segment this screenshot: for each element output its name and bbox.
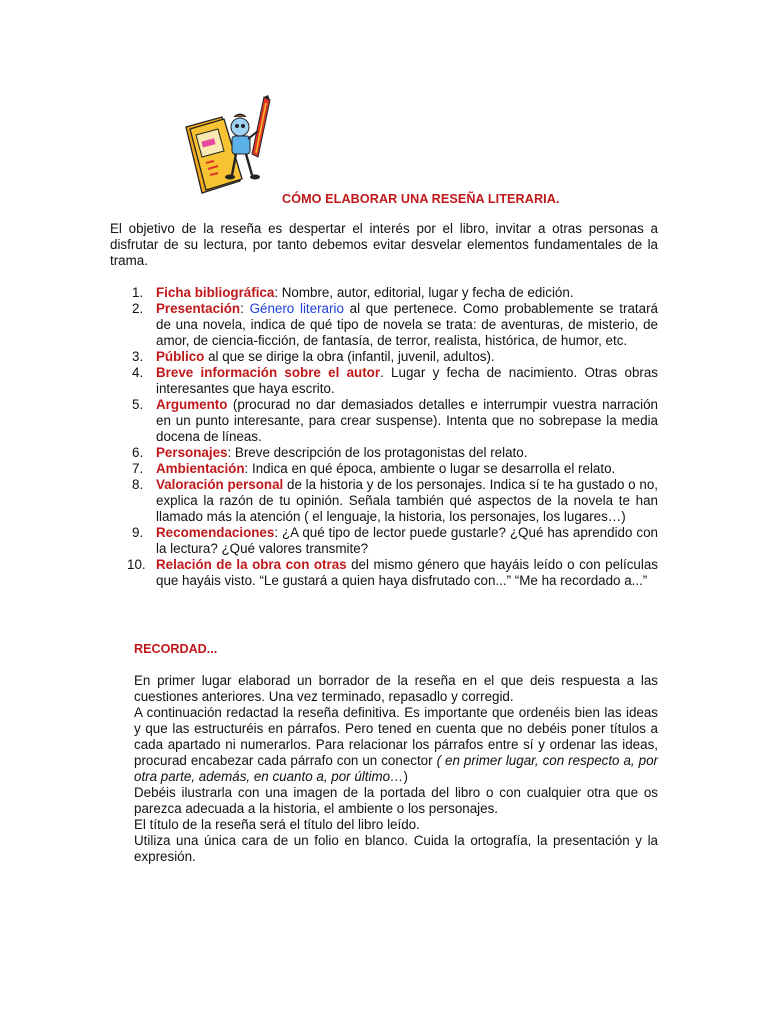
tip-paragraph: El título de la reseña será el título del libro leído. [134, 817, 420, 832]
item-text: . Lugar y fecha de nacimiento. Otras obras interesantes que haya escrito. [156, 365, 658, 396]
tip-text: ) [403, 769, 408, 784]
item-term: Recomendaciones [156, 525, 275, 540]
item-text: al que pertenece. Como probablemente se tratará de una novela, indica de qué tipo de novela se trata: de aventuras, de misterio, de amor, de ciencia-ficción, de fantasía, de terror, realista, histórica, de humor, etc. [156, 301, 658, 348]
list-item [110, 557, 658, 589]
genero-literario-link[interactable]: Género literario [249, 301, 344, 316]
item-term: Presentación [156, 301, 241, 316]
item-number: 7. [132, 461, 144, 476]
list-item [110, 397, 658, 445]
item-number: 4. [132, 365, 144, 380]
item-number: 8. [132, 477, 144, 492]
item-term: Valoración personal [156, 477, 284, 492]
item-text: del mismo género que hayáis leído o con películas que hayáis visto. “Le gustará a quien haya disfrutado con...” “Me ha recordado a...” [156, 557, 658, 588]
item-number: 3. [132, 349, 144, 364]
tip-paragraph: Utiliza una única cara de un folio en blanco. Cuida la ortografía, la presentación y la expresión. [134, 833, 658, 864]
item-text: al que se dirige la obra (infantil, juvenil, adultos). [204, 349, 495, 364]
recordad-section [134, 673, 658, 865]
item-separator: : [240, 301, 250, 316]
item-term: Personajes [156, 445, 228, 460]
item-number: 5. [132, 397, 144, 412]
item-text: de la historia y de los personajes. Indica sí te ha gustado o no, explica la razón de tu opinión. Señala también qué aspectos de la novela te han llamado más la atención ( el lenguaje, la historia, los personajes, los lugares…) [156, 477, 658, 524]
list-item [110, 461, 658, 477]
item-text: : ¿A qué tipo de lector puede gustarle? ¿Qué has aprendido con la lectura? ¿Qué valores transmite? [156, 525, 658, 556]
list-item [110, 445, 658, 461]
recordad-heading: RECORDAD... [134, 642, 218, 656]
page-title: CÓMO ELABORAR UNA RESEÑA LITERARIA. [282, 192, 560, 206]
tip-paragraph [134, 705, 658, 785]
list-item [110, 365, 658, 397]
item-term: Breve información sobre el autor [156, 365, 381, 380]
tip-paragraph: En primer lugar elaborad un borrador de la reseña en el que deis respuesta a las cuestiones anteriores. Una vez terminado, repasadlo y corregid. [134, 673, 658, 704]
tip-paragraph: Debéis ilustrarla con una imagen de la portada del libro o con cualquier otra que os parezca adecuada a la historia, el ambiente o los personajes. [134, 785, 658, 816]
item-term: Ambientación [156, 461, 245, 476]
list-item [110, 285, 658, 301]
item-number: 2. [132, 301, 144, 316]
item-text: (procurad no dar demasiados detalles e interrumpir vuestra narración en un punto interesante, para crear suspense). Intenta que no sobrepase la media docena de líneas. [156, 397, 658, 444]
connectors-examples: ( en primer lugar, con respecto a, por otra parte, además, en cuanto a, por último… [134, 753, 658, 784]
list-item [110, 477, 658, 525]
book-character-icon [178, 95, 288, 195]
intro-paragraph: El objetivo de la reseña es despertar el interés por el libro, invitar a otras personas a disfrutar de su lectura, por tanto debemos evitar desvelar elementos fundamentales de la trama. [110, 221, 658, 268]
item-term: Público [156, 349, 205, 364]
tip-text: A continuación redactad la reseña definitiva. Es importante que ordenéis bien las ideas y que las estructuréis en párrafos. Pero tened en cuenta que no debéis poner títulos a cada apartado ni numerarlos. Para relacionar los párrafos entre sí y ordenar las ideas, procurad encabezar cada párrafo con un conector [134, 705, 658, 768]
list-item [110, 301, 658, 349]
review-sections-list [110, 285, 658, 589]
item-number: 9. [132, 525, 144, 540]
list-item [110, 525, 658, 557]
item-number: 6. [132, 445, 144, 460]
item-number: 1. [132, 285, 144, 300]
item-term: Argumento [156, 397, 228, 412]
item-term: Relación de la obra con otras [156, 557, 347, 572]
item-text: : Indica en qué época, ambiente o lugar se desarrolla el relato. [244, 461, 616, 476]
item-number: 10. [127, 557, 146, 572]
list-item [110, 349, 658, 365]
item-text: : Breve descripción de los protagonistas del relato. [227, 445, 528, 460]
item-term: Ficha bibliográfica [156, 285, 275, 300]
item-text: : Nombre, autor, editorial, lugar y fecha de edición. [274, 285, 574, 300]
